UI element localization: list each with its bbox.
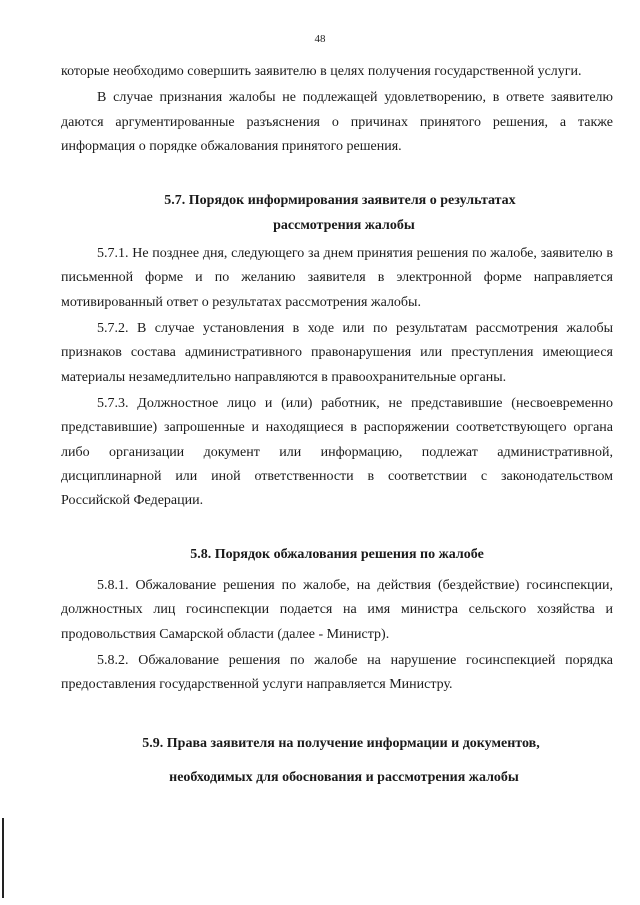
paragraph-5-8-2: 5.8.2. Обжалование решения по жалобе на нарушение госинспекцией порядка предоставления государственной услуги направляется Министру. xyxy=(61,652,613,693)
section-heading-5-7-line1: 5.7. Порядок информирования заявителя о результатах xyxy=(164,193,516,209)
section-heading-5-8: 5.8. Порядок обжалования решения по жалобе xyxy=(190,547,484,563)
paragraph-5-8-1: 5.8.1. Обжалование решения по жалобе, на действия (бездействие) госинспекции, должностных лиц госинспекции подается на имя министра сельского хозяйства и продовольствия Самарской области (далее - Министр). xyxy=(61,577,613,642)
paragraph-5-7-2: 5.7.2. В случае установления в ходе или по результатам рассмотрения жалобы признаков состава административного правонарушения или преступления имеющиеся материалы незамедлительно направляются в правоохранительные органы. xyxy=(61,321,613,385)
paragraph-intro-continuation: которые необходимо совершить заявителю в целях получения государственной услуги. xyxy=(61,64,582,79)
section-heading-5-9-line2: необходимых для обоснования и рассмотрения жалобы xyxy=(169,770,519,786)
document-body xyxy=(61,60,613,795)
page-number: 48 xyxy=(314,33,326,45)
paragraph-5-7-3: 5.7.3. Должностное лицо и (или) работник, не представившие (несвоевременно представившие) запрошенные и находящиеся в распоряжении соответствующего органа либо организации документ или информацию, подлежат административной, дисциплинарной или иной ответственности в соответствии с законодательством Российской Федерации. xyxy=(61,395,613,509)
section-heading-5-7-line2: рассмотрения жалобы xyxy=(273,217,415,233)
paragraph-5-7-1: 5.7.1. Не позднее дня, следующего за днем принятия решения по жалобе, заявителю в письменной форме и по желанию заявителя в электронной форме направляется мотивированный ответ о результатах рассмотрения жалобы. xyxy=(61,246,613,310)
scan-edge-mark xyxy=(2,818,4,898)
section-heading-5-7 xyxy=(61,189,613,238)
paragraph-complaint-rejected: В случае признания жалобы не подлежащей удовлетворению, в ответе заявителю даются аргументированные разъяснения о причинах принятого решения, а также информация о порядке обжалования принятого решения. xyxy=(61,90,613,154)
section-heading-5-9 xyxy=(61,727,613,795)
section-heading-5-9-line1: 5.9. Права заявителя на получение информации и документов, xyxy=(142,736,540,752)
